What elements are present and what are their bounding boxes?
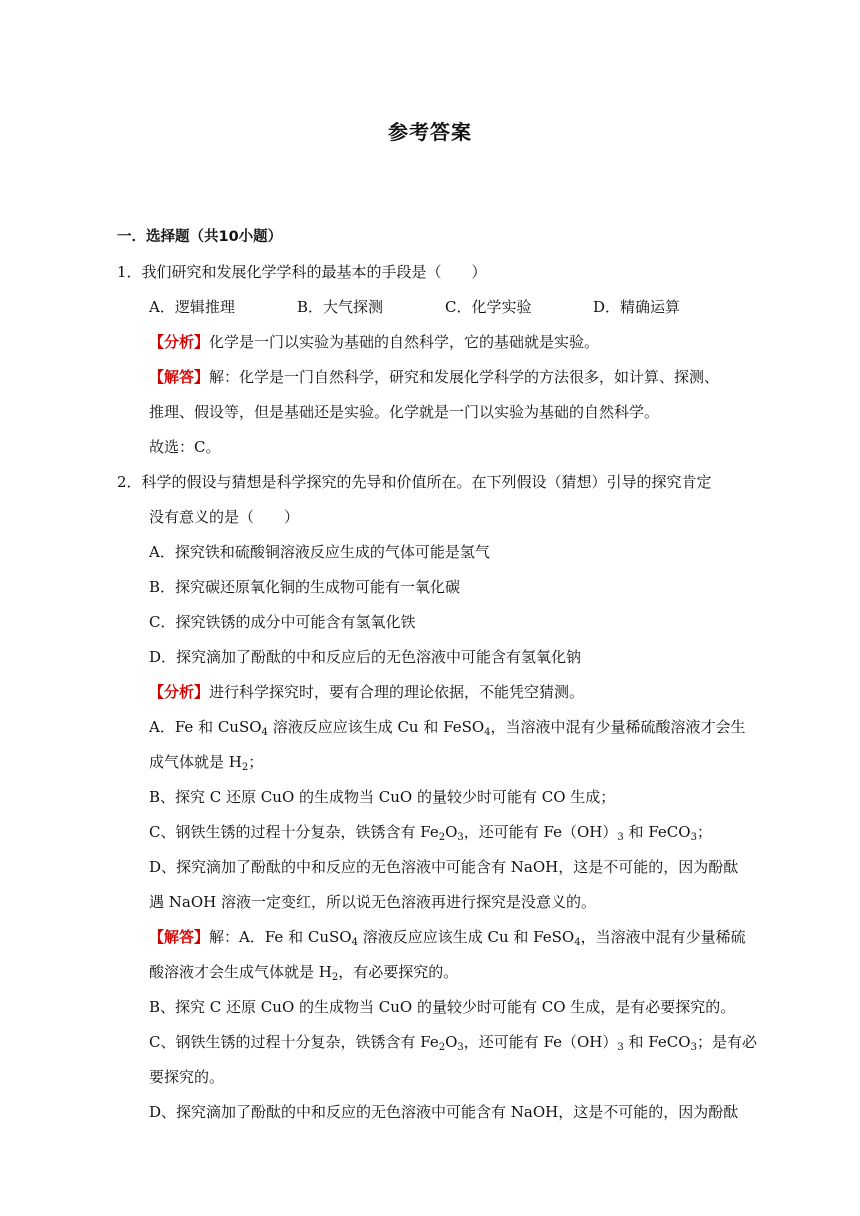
q1-answer-cont: 推理、假设等，但是基础还是实验。化学就是一门以实验为基础的自然科学。 [149, 403, 660, 421]
q2-analysis-c: C、钢铁生锈的过程十分复杂，铁锈含有 $Fe_2O_3$，还可能有 $Fe(OH)_3$ 和 FeCO$_3$； [149, 823, 712, 843]
q2-stem-cont: 没有意义的是（ ） [149, 508, 300, 526]
q2-analysis: 【分析】进行科学探究时，要有合理的理论依据，不能凭空猜测。 [149, 683, 585, 701]
q2-answer-a: 【解答】解：A．Fe 和 CuSO$_4$ 溶液反应应该生成 Cu 和 FeSO$_4$，当溶液中混有少量稀硫 [149, 928, 746, 948]
q2-stem: 2．科学的假设与猜想是科学探究的先导和价值所在。在下列假设（猜想）引导的探究肯定 [117, 473, 712, 491]
q2-analysis-d-cont: 遇 NaOH 溶液一定变红，所以说无色溶液再进行探究是没意义的。 [149, 893, 596, 911]
q1-option-a: A．逻辑推理 [149, 298, 235, 316]
q2-answer-b: B、探究 C 还原 CuO 的生成物当 CuO 的量较少时可能有 CO 生成，是有必要探究的。 [149, 998, 736, 1016]
analysis-tag: 【分析】 [149, 683, 210, 701]
q1-choice: 故选：C。 [149, 438, 221, 456]
q2-option-d: D．探究滴加了酚酞的中和反应后的无色溶液中可能含有氢氧化钠 [149, 648, 582, 666]
q2-option-c: C．探究铁锈的成分中可能含有氢氧化铁 [149, 613, 416, 631]
q1-options [117, 290, 742, 325]
q1-analysis: 【分析】化学是一门以实验为基础的自然科学，它的基础就是实验。 [149, 333, 600, 351]
page-title: 参考答案 [388, 120, 472, 144]
q2-answer-c-cont: 要探究的。 [149, 1068, 225, 1086]
q1-option-c: C．化学实验 [445, 298, 532, 316]
q1-answer: 【解答】解：化学是一门自然科学，研究和发展化学科学的方法很多，如计算、探测、 [149, 368, 720, 386]
q2-option-a: A．探究铁和硫酸铜溶液反应生成的气体可能是氢气 [149, 543, 490, 561]
q2-option-b: B．探究碳还原氧化铜的生成物可能有一氧化碳 [149, 578, 461, 596]
q2-analysis-d: D、探究滴加了酚酞的中和反应的无色溶液中可能含有 NaOH，这是不可能的，因为酚酞 [149, 858, 739, 876]
q2-answer-c: C、钢铁生锈的过程十分复杂，铁锈含有 $Fe_2O_3$，还可能有 $Fe(OH)_3$ 和 FeCO$_3$；是有必 [149, 1033, 757, 1053]
answer-tag: 【解答】 [149, 928, 210, 946]
answer-tag: 【解答】 [149, 368, 210, 386]
section-heading: 一．选择题（共10小题） [117, 229, 283, 245]
q1-option-b: B．大气探测 [297, 298, 384, 316]
q2-analysis-a-cont: 成气体就是 $H_2$； [149, 753, 264, 773]
q2-answer-a-cont: 酸溶液才会生成气体就是 $H_2$，有必要探究的。 [149, 963, 459, 983]
q1-option-d: D．精确运算 [593, 298, 681, 316]
q2-answer-d: D、探究滴加了酚酞的中和反应的无色溶液中可能含有 NaOH，这是不可能的，因为酚酞 [149, 1103, 739, 1121]
q2-analysis-b: B、探究 C 还原 CuO 的生成物当 CuO 的量较少时可能有 CO 生成； [149, 788, 616, 806]
q2-analysis-a: A．Fe 和 CuSO$_4$ 溶液反应应该生成 Cu 和 FeSO$_4$，当溶液中混有少量稀硫酸溶液才会生 [149, 718, 746, 738]
q1-stem: 1．我们研究和发展化学学科的最基本的手段是（ ） [117, 263, 487, 281]
analysis-tag: 【分析】 [149, 333, 210, 351]
answer-content [117, 220, 757, 1130]
